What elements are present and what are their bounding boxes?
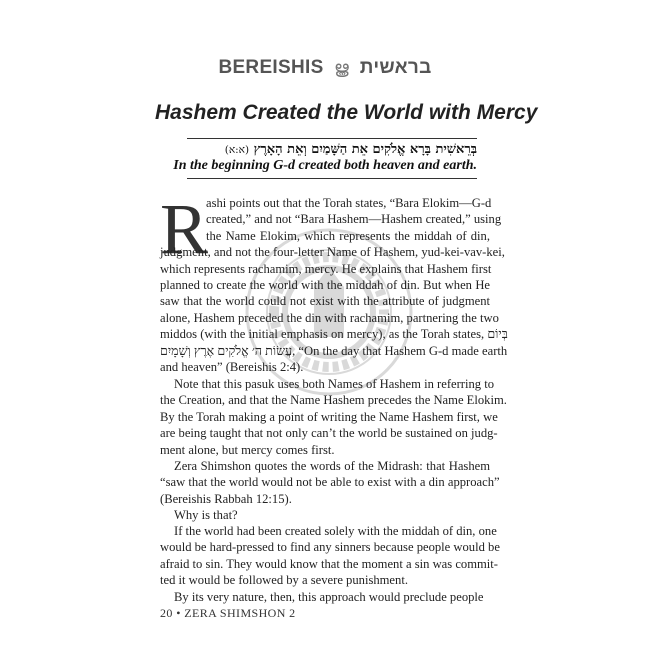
- verse-english: In the beginning G-d created both heaven and earth.: [173, 158, 477, 173]
- text-line: ashi points out that the Torah states, “Bara Elokim—G-d: [206, 196, 492, 210]
- paragraph-1: [160, 189, 508, 375]
- drop-cap: R: [160, 189, 209, 269]
- text-line: created,” and not “Bara Hashem—Hashem created,” using: [206, 212, 502, 227]
- page-number: 20: [160, 606, 173, 620]
- text-line: (Bereishis Rabbah 12:15).: [160, 491, 292, 506]
- text-line: If the world had been created solely with the middah of din, one: [174, 524, 497, 538]
- text-line: would be hard-pressed to find any sinners because people would be: [160, 540, 500, 555]
- text-line: Note that this pasuk uses both Names of Hashem in referring to: [174, 377, 495, 391]
- text-line: afraid to sin. They would know that the moment a sin was commit-: [160, 556, 498, 571]
- text-line: the Creation, and that the Name Hashem precedes the Name Elokim.: [160, 393, 507, 408]
- paragraph-2: [160, 376, 507, 458]
- text-line: Zera Shimshon quotes the words of the Midrash: that Hashem: [174, 459, 490, 473]
- running-head-hebrew: בראשית: [359, 57, 432, 78]
- text-line: By its very nature, then, this approach would preclude people: [174, 590, 484, 604]
- chapter-title: Hashem Created the World with Mercy: [155, 101, 538, 124]
- verse-top-rule: [187, 138, 477, 139]
- text-line: the Name Elokim, which represents the middah of din,: [206, 228, 490, 243]
- verse-reference: (א:א): [224, 144, 250, 156]
- text-line: middos (with the initial emphasis on mercy), as the Torah states, בְּיוֹם: [160, 327, 508, 342]
- paragraph-6: [160, 589, 490, 605]
- text-line: saw that the world could not exist with the attribute of judgment: [160, 294, 490, 309]
- text-line: ment alone, but mercy comes first.: [160, 442, 335, 457]
- footer-bullet-icon: •: [176, 606, 181, 620]
- text-line: are being taught that not only can’t the world be sustained on judg-: [160, 426, 498, 441]
- text-line: alone, Hashem preceded the din with rachamim, partnering the two: [160, 310, 499, 325]
- text-line: judgment, and not the four-letter Name of Hashem, yud-kei-vav-kei,: [160, 245, 505, 260]
- book-title: ZERA SHIMSHON 2: [184, 606, 296, 620]
- text-line: “saw that the world would not be able to exist with a din approach”: [160, 475, 500, 490]
- text-line: and heaven” (Bereishis 2:4).: [160, 359, 304, 374]
- ornament-icon: ൠ: [334, 58, 350, 77]
- paragraph-3: [160, 458, 500, 507]
- text-line: planned to create the world with the middah of din. But when He: [160, 277, 490, 292]
- paragraph-4: [160, 507, 490, 523]
- paragraph-5: [160, 523, 500, 589]
- text-line: which represents rachamim, mercy. He explains that Hashem first: [160, 261, 492, 276]
- text-line: Why is that?: [174, 508, 238, 522]
- running-head: [0, 57, 650, 79]
- page-footer: [160, 606, 296, 621]
- text-line: ted it would be followed by a severe punishment.: [160, 573, 408, 588]
- running-head-english: BEREISHIS: [218, 57, 324, 78]
- text-line: By the Torah making a point of writing the Name Hashem first, we: [160, 409, 498, 424]
- verse-hebrew: בְּרֵאשִׁית בָּרָא אֱלֹקִים אֵת הַשָּׁמַיִם וְאֵת הָאָרֶץ: [253, 142, 477, 157]
- text-line: עֲשׂוֹת ה׳ אֱלֹקִים אֶרֶץ וְשָׁמָיִם, “On the day that Hashem G-d made earth: [160, 343, 508, 358]
- verse-hebrew-line: [225, 141, 477, 157]
- verse-bottom-rule: [187, 178, 477, 179]
